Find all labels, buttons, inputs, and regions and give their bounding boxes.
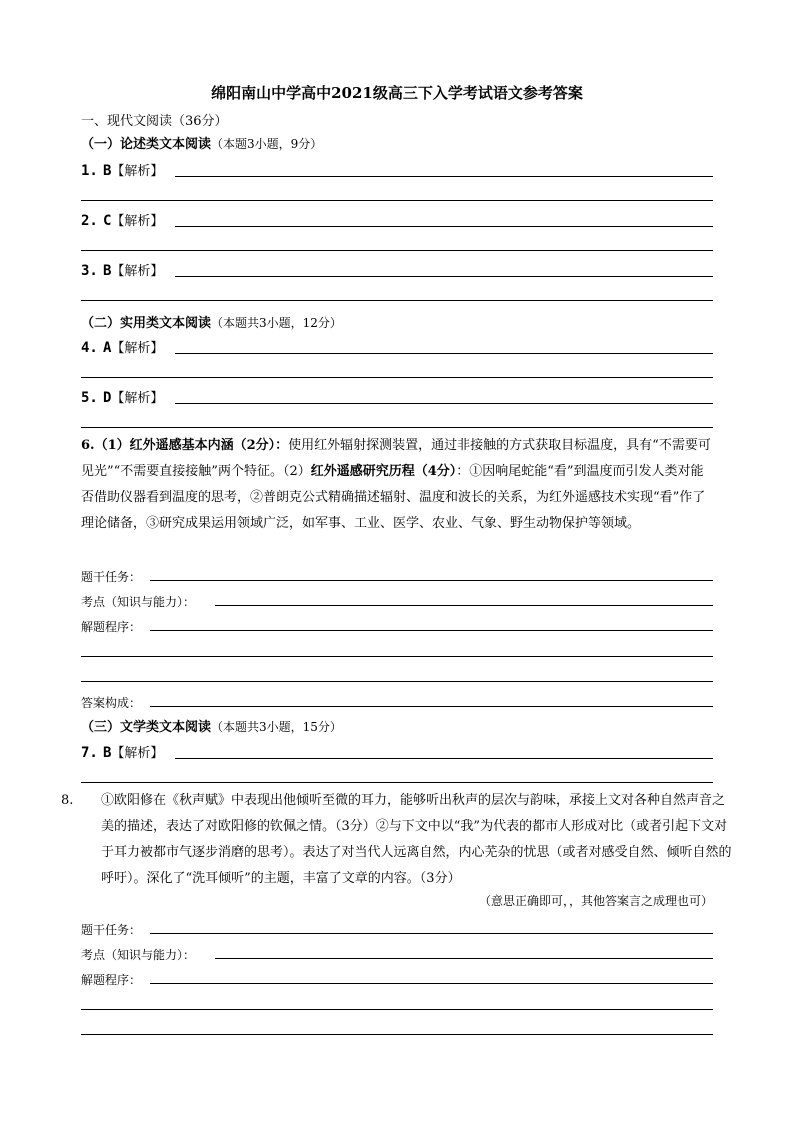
q6-text-2: ：①因响尾蛇能“看”到温度而引发人类对能否借助仪器看到温度的思考，②普朗克公式精确描述辐射、温度和波长的关系，为红外遥感技术实现“看”作了理论储备，③研究成果运用领域广泛，如军事、工业、医学、农业、气象、野生动物保护等领域。 — [81, 464, 706, 531]
q6-lead: 6.（1） — [81, 438, 130, 453]
q5-answer-line-2[interactable] — [81, 427, 713, 428]
q3-answer-line-2[interactable] — [81, 300, 713, 301]
q6-procedure-label: 解题程序： — [81, 620, 142, 634]
sub-3-heading — [81, 716, 342, 735]
q8-task-label: 题干任务： — [81, 923, 142, 937]
q4-answer-line-2[interactable] — [81, 377, 713, 378]
q1-bracket: 【解析】 — [111, 164, 164, 179]
q8-text: ①欧阳修在《秋声赋》中表现出他倾听至微的耳力，能够听出秋声的层次与韵味，承接上文对各种自然声音之美的描述，表达了对欧阳修的钦佩之情。（3分）②与下文中以“我”为代表的都市人形成对比（或者引起下文对于耳力被都市气逐步消磨的思考）。表达了对当代人远离自然，内心芜杂的忧思（或者对感受自然、倾听自然的呼吁）。深化了“洗耳倾听”的主题，丰富了文章的内容。（3分） — [101, 793, 732, 886]
question-3 — [81, 260, 163, 279]
sub-2-note: （本题共3小题，12分） — [211, 316, 342, 330]
q1-number: 1. — [81, 163, 98, 179]
q6-point-label: 考点（知识与能力）： — [81, 595, 196, 609]
q6-heading-2: 红外遥感研究历程（4分） — [310, 464, 457, 479]
q6-heading-1: 红外遥感基本内涵（2分）： — [129, 438, 289, 453]
q4-bracket: 【解析】 — [111, 341, 164, 356]
q1-answer: B — [102, 163, 112, 179]
q8-note: （意思正确即可，，其他答案言之成理也可） — [478, 894, 713, 908]
q5-number: 5. — [81, 390, 98, 406]
q2-answer-line[interactable] — [175, 226, 713, 227]
sub-3-label: （三）文学类文本阅读 — [81, 720, 212, 735]
q4-number: 4. — [81, 340, 98, 356]
q4-answer-line[interactable] — [175, 353, 713, 354]
q7-answer-line[interactable] — [175, 758, 713, 759]
sub-3-note: （本题共3小题，15分） — [211, 720, 342, 734]
section-1-note: （36分） — [172, 114, 228, 129]
question-6-answer — [81, 433, 713, 537]
q6-structure-label: 答案构成： — [81, 696, 142, 710]
q7-answer-line-2[interactable] — [81, 782, 713, 783]
q7-number: 7. — [81, 745, 98, 761]
q5-bracket: 【解析】 — [111, 391, 164, 406]
page-title: 绵阳南山中学高中2021级高三下入学考试语文参考答案 — [211, 84, 583, 102]
q8-procedure-line-2[interactable] — [81, 1009, 713, 1010]
q6-task-line[interactable] — [150, 580, 713, 581]
q1-answer-line-2[interactable] — [81, 200, 713, 201]
q6-text-1: 使用红外辐射探测装置，通过非接触的方式获取目标温度，具有“不需要可见光”“不需要直接接触”两个特征。（2） — [81, 438, 711, 479]
q1-answer-line[interactable] — [175, 176, 713, 177]
q2-bracket: 【解析】 — [111, 214, 164, 229]
q5-answer: D — [102, 390, 112, 406]
q7-answer: B — [102, 745, 112, 761]
sub-2-label: （二）实用类文本阅读 — [81, 316, 212, 331]
q3-answer: B — [102, 263, 112, 279]
question-1 — [81, 160, 163, 179]
q7-bracket: 【解析】 — [111, 746, 164, 761]
question-8-answer — [61, 788, 733, 892]
q4-answer: A — [102, 340, 112, 356]
sub-1-label: （一）论述类文本阅读 — [81, 137, 212, 152]
q8-procedure-label: 解题程序： — [81, 973, 142, 987]
q2-answer: C — [102, 213, 112, 229]
q2-number: 2. — [81, 213, 98, 229]
q8-procedure-line[interactable] — [150, 983, 713, 984]
q5-answer-line[interactable] — [175, 403, 713, 404]
q6-structure-line[interactable] — [150, 706, 713, 707]
question-2 — [81, 210, 163, 229]
q6-procedure-line[interactable] — [150, 630, 713, 631]
question-5 — [81, 387, 163, 406]
q8-point-label: 考点（知识与能力）： — [81, 948, 196, 962]
sub-1-heading — [81, 133, 322, 152]
question-7 — [81, 742, 163, 761]
q6-task-label: 题干任务： — [81, 570, 142, 584]
sub-2-heading — [81, 312, 342, 331]
q2-answer-line-2[interactable] — [81, 250, 713, 251]
q3-answer-line[interactable] — [175, 276, 713, 277]
q3-number: 3. — [81, 263, 98, 279]
sub-1-note: （本题3小题，9分） — [211, 137, 323, 151]
q8-procedure-line-3[interactable] — [81, 1034, 713, 1035]
section-1-heading — [81, 110, 228, 129]
q6-procedure-line-3[interactable] — [81, 681, 713, 682]
q6-point-line[interactable] — [215, 605, 713, 606]
q6-procedure-line-2[interactable] — [81, 656, 713, 657]
section-1-label: 一、现代文阅读 — [81, 114, 173, 129]
q3-bracket: 【解析】 — [111, 264, 164, 279]
q8-point-line[interactable] — [215, 958, 713, 959]
question-4 — [81, 337, 163, 356]
q8-task-line[interactable] — [150, 933, 713, 934]
q8-number: 8. — [61, 793, 74, 808]
